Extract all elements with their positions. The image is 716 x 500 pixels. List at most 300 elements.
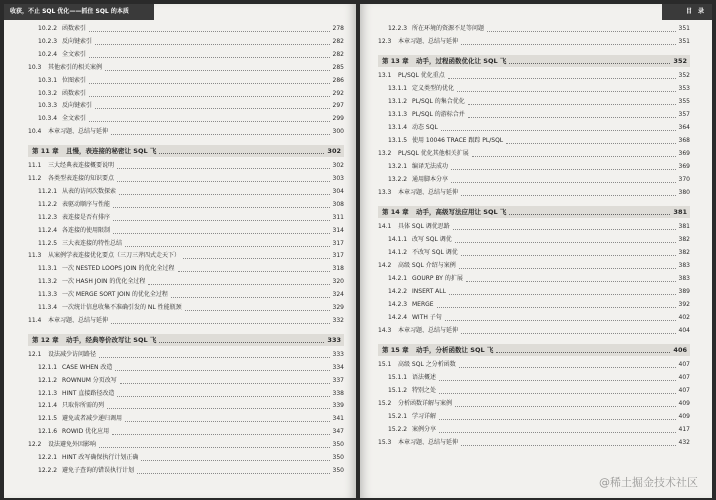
section-title: WITH 子句 [412,314,442,321]
toc-subsection [28,401,344,411]
section-title: PL/SQL 的游标合并 [412,111,465,118]
page-number: 407 [678,387,690,394]
dot-leader [496,352,670,353]
toc-section [378,222,690,232]
page-number: 285 [332,63,344,71]
dot-leader [468,104,676,105]
toc-section [28,251,344,261]
page-number: 382 [678,236,690,243]
toc-subsection [28,389,344,399]
toc-section [28,127,344,137]
section-title: 本章习题、总结与延伸 [398,189,459,196]
section-title: 本章习题、总结与延伸 [48,128,109,136]
dot-leader [439,419,676,420]
section-number: 14.2.2 [388,288,408,295]
dot-leader [95,44,330,45]
chapter-heading [28,145,344,157]
dot-leader [449,294,676,295]
section-title: INSERT ALL [412,288,446,295]
dot-leader [117,181,330,182]
dot-leader [119,194,330,195]
page-number: 383 [678,275,690,282]
toc-section [28,440,344,450]
section-title: 全文索引 [62,115,87,123]
toc-subsection [378,386,690,396]
toc-subsection [28,200,344,210]
page-number: 381 [673,208,687,216]
section-number: 10.2.3 [38,37,58,45]
dot-leader [115,370,329,371]
dot-leader [117,396,329,397]
section-title: MERGE [412,301,434,308]
page-number: 324 [332,291,344,299]
page-number: 352 [673,57,687,65]
section-title: 全文索引 [62,50,87,58]
section-title: 一次统计信息收集不准确引发的 NL 性能瓶颈 [62,304,182,311]
section-title: CASE WHEN 改造 [62,363,113,371]
dot-leader [451,182,676,183]
page-number: 308 [332,200,344,208]
dot-leader [445,320,676,321]
section-title: HINT 直接路径改造 [62,389,115,397]
section-title: 其他索引的相关案例 [48,63,103,71]
section-number: 10.3.2 [38,89,58,97]
section-title: 表驱动顺序与性能 [62,200,111,208]
dot-leader [472,156,676,157]
toc-subsection [378,287,690,297]
toc-section [378,261,690,271]
toc-subsection [28,76,344,86]
dot-leader [461,333,676,334]
page-number: 389 [678,288,690,295]
toc-subsection [378,175,690,185]
section-number: 10.3.1 [38,76,58,84]
toc-subsection [378,136,690,146]
page-number: 355 [678,98,690,105]
toc-section [378,326,690,336]
page-number: 302 [327,147,341,156]
section-title: 三大表连接的特性总结 [62,239,123,247]
dot-leader [111,323,330,324]
page-number: 417 [678,426,690,433]
section-number: 11.1 [28,162,42,170]
toc-section [378,188,690,198]
section-number: 12.1.4 [38,402,58,410]
section-title: ROWID 优化应用 [62,428,110,436]
section-number: 11.2.2 [38,200,58,208]
section-title: 避免或者减少递归调用 [62,415,123,423]
chapter-heading [378,55,690,67]
page-number: 406 [673,346,687,354]
page-number: 402 [678,314,690,321]
dot-leader [120,383,330,384]
page-number: 282 [332,37,344,45]
section-title: 设法减少访问路径 [48,350,97,358]
page-number: 368 [678,137,690,144]
toc-subsection [28,466,344,476]
toc-subsection [28,414,344,424]
section-number: 11.3 [28,252,42,260]
section-title: 避免子查询的错误执行计划 [62,466,135,474]
section-number: 11.3.2 [38,278,58,286]
dot-leader [461,195,676,196]
section-number: 15.2.1 [388,413,408,420]
toc-subsection [28,24,344,34]
chapter-number: 第 12 章 [32,335,59,344]
section-title: 函数索引 [62,89,87,97]
dot-leader [448,78,676,79]
toc-section [28,161,344,171]
section-title: 高级 SQL 之分析函数 [398,361,456,368]
section-number: 14.3 [378,327,392,334]
section-number: 10.4 [28,128,42,136]
section-number: 10.2.2 [38,25,58,32]
section-title: 高级 SQL 介绍与案例 [398,262,456,269]
section-title: 分析函数详解与案例 [398,400,453,407]
section-number: 14.1.2 [388,249,408,256]
page-number: 353 [678,85,690,92]
page-number: 381 [678,223,690,230]
toc-section [378,149,690,159]
section-number: 14.2.1 [388,275,408,282]
page-number: 314 [332,226,344,234]
section-number: 15.1.2 [388,387,408,394]
page-number: 392 [678,301,690,308]
page-number: 332 [332,316,344,324]
page-number: 364 [678,124,690,131]
section-number: 13.3 [378,189,392,196]
section-number: 11.2.1 [38,187,58,195]
toc-subsection [378,412,690,422]
dot-leader [441,130,676,131]
page-number: 347 [332,428,344,436]
toc-section [378,71,690,81]
dot-leader [509,63,670,64]
section-number: 13.1.3 [388,111,408,118]
section-number: 11.2.3 [38,213,58,221]
dot-leader [439,393,676,394]
page-number: 282 [332,50,344,58]
section-number: 13.1.1 [388,85,408,92]
section-number: 11.3.4 [38,304,58,311]
section-number: 12.1.3 [38,389,58,397]
toc-subsection [28,239,344,249]
section-title: 特别之处 [412,387,437,394]
toc-subsection [28,363,344,373]
dot-leader [183,258,330,259]
dot-leader [178,271,330,272]
dot-leader [468,117,676,118]
section-title: 动态 SQL [412,124,438,131]
dot-leader [439,432,676,433]
section-number: 13.2.1 [388,163,408,170]
running-head: 收获，不止 SQL 优化——抓住 SQL 的本质 [4,4,154,20]
toc-section [378,37,690,47]
chapter-number: 第 11 章 [32,147,59,156]
page-number: 350 [332,441,344,449]
section-number: 12.2.2 [38,466,58,474]
page-number: 297 [332,102,344,110]
toc-subsection [28,376,344,386]
section-number: 12.3 [378,38,392,45]
chapter-heading [28,334,344,346]
dot-leader [461,445,676,446]
dot-leader [99,447,330,448]
section-number: 13.1.5 [388,137,408,144]
dot-leader [506,143,675,144]
toc-subsection [28,264,344,274]
page-number: 338 [332,389,344,397]
toc-subsection [378,110,690,120]
page-number: 380 [678,189,690,196]
section-title: 表连接是否有排序 [62,213,111,221]
dot-leader [111,134,330,135]
section-number: 12.1.1 [38,363,58,371]
dot-leader [459,367,676,368]
dot-leader [185,310,330,311]
section-title: PL/SQL 的集合优化 [412,98,465,105]
section-title: 通用脚本分享 [412,176,449,183]
dot-leader [107,408,330,409]
dot-leader [455,406,676,407]
section-number: 15.1.1 [388,374,408,381]
page-number: 404 [678,327,690,334]
chapter-heading [378,206,690,218]
page-number: 409 [678,400,690,407]
dot-leader [113,233,330,234]
section-number: 12.1.2 [38,376,58,384]
page-number: 407 [678,361,690,368]
page-number: 278 [332,25,344,32]
section-number: 14.2.4 [388,314,408,321]
toc-subsection [378,235,690,245]
section-number: 14.2 [378,262,392,269]
toc-subsection [378,274,690,284]
page-number: 299 [332,115,344,123]
section-title: 三大经典表连接概要说明 [48,162,115,170]
chapter-number: 第 15 章 [382,346,409,354]
section-title: 一次 NESTED LOOPS JOIN 的优化全过程 [62,265,175,273]
chapter-title: 动手，经典等价改写让 SQL 飞 [66,335,157,344]
toc-subsection [378,84,690,94]
dot-leader [89,121,330,122]
toc-section [378,360,690,370]
page-number: 409 [678,413,690,420]
page-number: 369 [678,150,690,157]
chapter-heading [378,344,690,356]
section-title: 编译无法成功 [412,163,449,170]
section-title: 本章习题、总结与延伸 [398,439,459,446]
section-number: 15.2 [378,400,392,407]
section-number: 11.3.3 [38,291,58,299]
dot-leader [453,229,676,230]
dot-leader [113,207,330,208]
section-number: 12.2 [28,441,42,449]
section-title: 反向键索引 [62,102,93,110]
section-title: 具体 SQL 调优思路 [398,223,450,230]
section-title: 位图索引 [62,76,87,84]
chapter-title: 动手，高级写法应用让 SQL 飞 [416,208,507,216]
dot-leader [509,214,670,215]
section-title: 本章习题、总结与延伸 [48,316,109,324]
section-title: 反向键索引 [62,37,93,45]
section-title: ROWNUM 分页改写 [62,376,117,384]
dot-leader [171,297,330,298]
running-head: 目 录 [662,4,712,20]
dot-leader [141,460,329,461]
toc-section [28,316,344,326]
section-number: 14.2.3 [388,301,408,308]
dot-leader [137,473,330,474]
section-number: 15.1 [378,361,392,368]
page-number: 351 [678,25,690,32]
toc-subsection [28,453,344,463]
toc-section [28,174,344,184]
page-number: 329 [332,304,344,311]
dot-leader [89,83,330,84]
section-number: 12.2.3 [388,25,408,32]
toc-subsection [378,123,690,133]
page-number: 286 [332,76,344,84]
section-number: 14.1 [378,223,392,230]
toc-subsection [378,425,690,435]
watermark: @稀土掘金技术社区 [599,476,698,489]
section-number: 11.2 [28,175,42,182]
toc-subsection [28,50,344,60]
section-title: PL/SQL 优化重点 [398,72,445,79]
dot-leader [459,268,676,269]
section-number: 12.1 [28,350,42,358]
toc-subsection [28,290,344,300]
toc-subsection [378,162,690,172]
page-number: 339 [332,402,344,410]
section-title: 定义类型的优化 [412,85,455,92]
section-number: 10.3.4 [38,115,58,123]
dot-leader [457,91,676,92]
dot-leader [159,342,324,343]
toc-subsection [28,101,344,111]
section-title: PL/SQL 优化其他相关扩展 [398,150,469,157]
toc-subsection [28,89,344,99]
dot-leader [105,70,330,71]
section-title: 所在环境的资源不足等问题 [412,25,485,32]
page-number: 341 [332,415,344,423]
toc-subsection [378,24,690,34]
section-title: 一次 MERGE SORT JOIN 的优化全过程 [62,291,168,299]
toc-subsection [28,226,344,236]
dot-leader [461,255,676,256]
toc-section [28,350,344,360]
page-number: 357 [678,111,690,118]
page-number: 333 [332,350,344,358]
section-title: 学习详解 [412,413,437,420]
section-number: 15.2.2 [388,426,408,433]
page-number: 350 [332,454,344,461]
chapter-number: 第 13 章 [382,57,409,65]
toc-subsection [28,213,344,223]
toc-subsection [378,248,690,258]
section-title: HINT 改写确保执行计划正确 [62,454,139,461]
section-title: 不改写 SQL 调优 [412,249,458,256]
section-title: 改写 SQL 调优 [412,236,452,243]
section-number: 11.4 [28,316,42,324]
section-title: 本章习题、总结与延伸 [398,38,459,45]
page-number: 334 [332,363,344,371]
toc-subsection [28,37,344,47]
toc-subsection [378,300,690,310]
toc-subsection [378,373,690,383]
dot-leader [99,357,330,358]
page-number: 317 [332,252,344,260]
toc-section [378,399,690,409]
section-number: 10.3 [28,63,42,71]
toc-subsection [28,303,344,313]
section-number: 10.3.3 [38,102,58,110]
chapter-number: 第 14 章 [382,208,409,216]
page-number: 302 [332,162,344,170]
left-page [4,4,356,498]
page-number: 370 [678,176,690,183]
section-number: 14.1.1 [388,236,408,243]
dot-leader [487,31,676,32]
section-number: 13.1.4 [388,124,408,131]
dot-leader [466,281,676,282]
section-title: 语法概述 [412,374,437,381]
toc-subsection [28,187,344,197]
dot-leader [125,246,330,247]
toc-subsection [28,427,344,437]
dot-leader [148,284,329,285]
section-title: 一次 HASH JOIN 的优化全过程 [62,278,146,286]
page-number: 337 [332,376,344,384]
section-title: 设法避免外因影响 [48,441,97,449]
dot-leader [95,108,330,109]
chapter-title: 且慢，表连接的秘密让 SQL 飞 [66,147,157,156]
section-title: 函数索引 [62,25,87,32]
page-number: 333 [327,335,341,344]
toc-subsection [378,97,690,107]
dot-leader [113,220,330,221]
toc-subsection [28,277,344,287]
page-number: 352 [678,72,690,79]
page-number: 351 [678,38,690,45]
toc-section [28,63,344,73]
section-number: 10.2.4 [38,50,58,58]
page-number: 311 [332,213,344,221]
dot-leader [455,242,676,243]
page-number: 318 [332,265,344,273]
section-number: 13.1 [378,72,392,79]
section-number: 15.3 [378,439,392,446]
page-number: 317 [332,239,344,247]
dot-leader [451,169,676,170]
section-title: 各连接的使用限制 [62,226,111,234]
section-title: 从表的访问次数探索 [62,187,117,195]
dot-leader [159,153,324,154]
page-number: 300 [332,128,344,136]
section-number: 11.2.4 [38,226,58,234]
section-title: 使用 10046 TRACE 跟踪 PL/SQL [412,137,504,144]
page-number: 382 [678,249,690,256]
dot-leader [437,307,676,308]
dot-leader [112,434,329,435]
section-title: 从案例学表连接优化要点（三刀三斧四式走天下） [48,252,181,260]
toc-section [378,438,690,448]
toc-subsection [378,313,690,323]
page-number: 292 [332,89,344,97]
dot-leader [117,168,330,169]
dot-leader [461,44,676,45]
